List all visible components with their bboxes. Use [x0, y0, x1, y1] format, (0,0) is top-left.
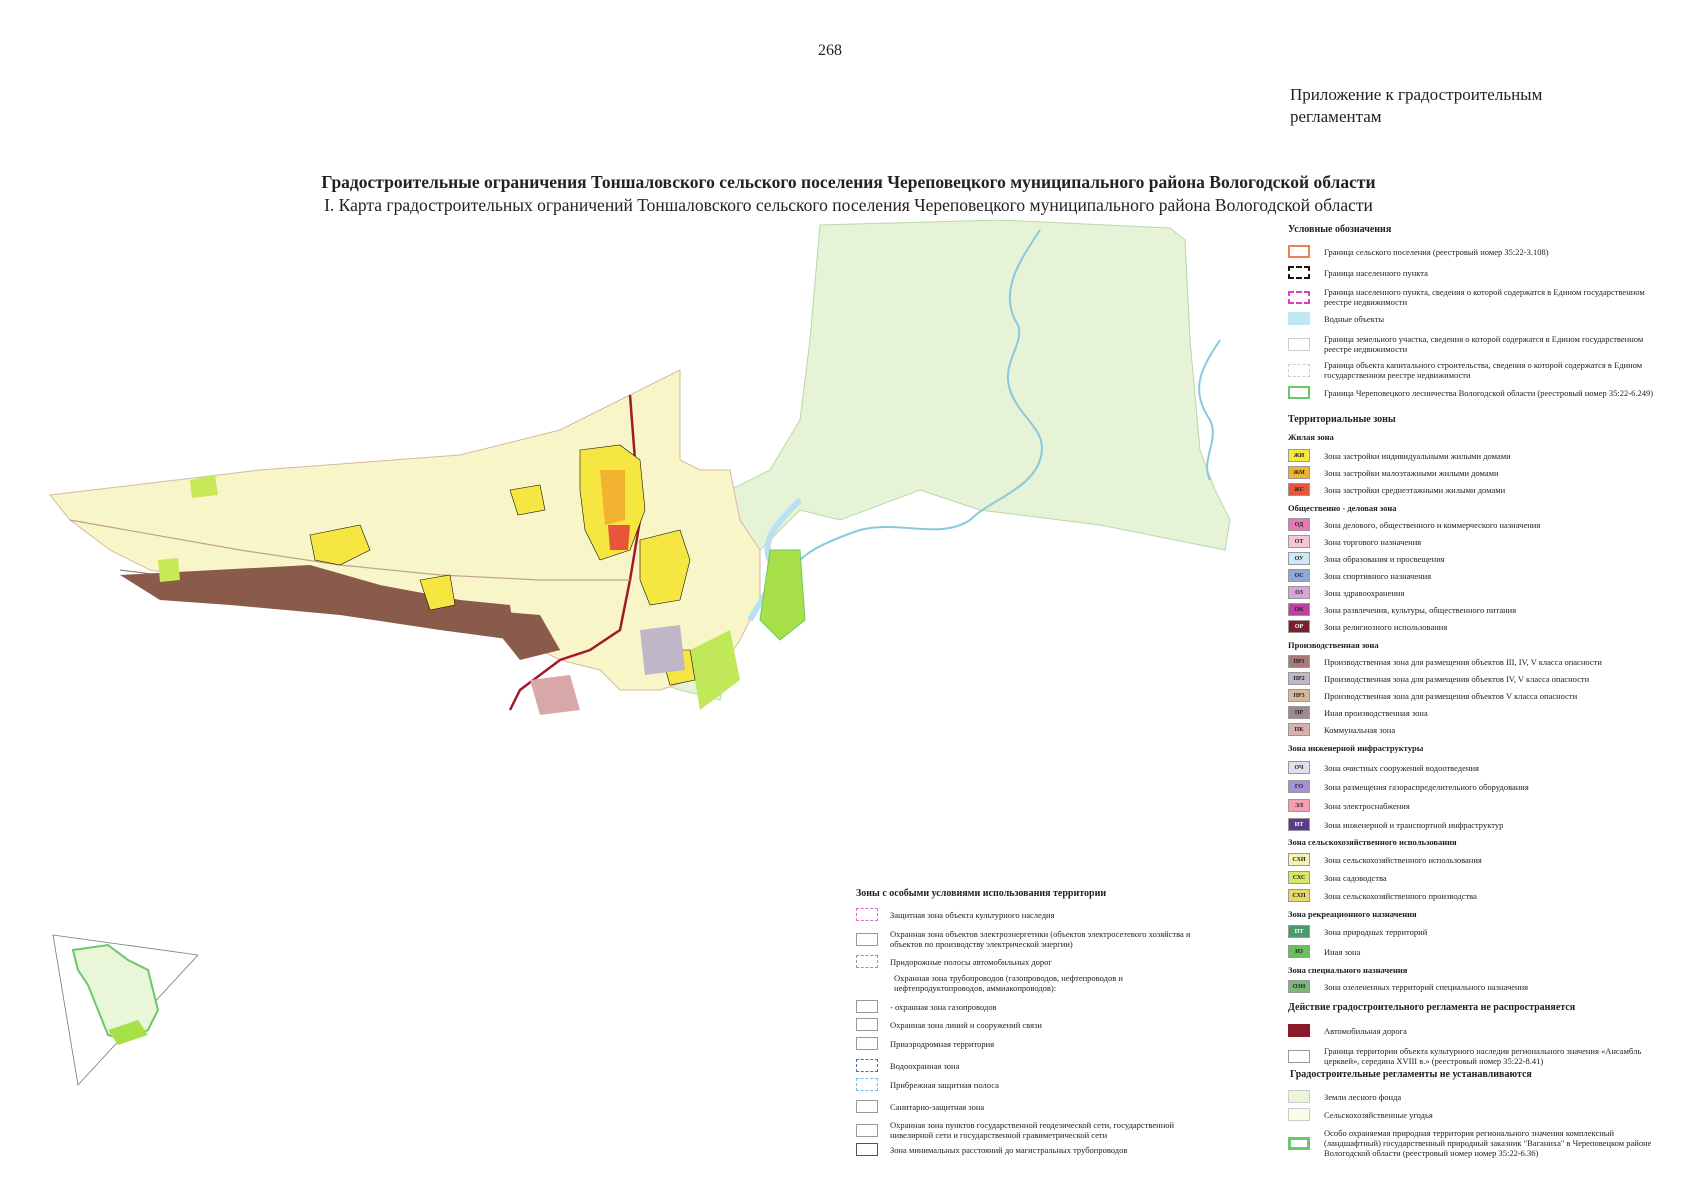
legend-row	[856, 929, 1210, 949]
legend-label: Зона сельскохозяйственного производства	[1324, 890, 1477, 901]
legend-label: Зона природных территорий	[1324, 926, 1428, 937]
legend-label: Граница территории объекта культурного наследия регионального значения «Ансамбль церквей», середина XVIII в.» (реестровый номер 35:22-8.41)	[1324, 1046, 1642, 1066]
legend-swatch	[856, 933, 878, 946]
legend-group-title: Производственная зона	[1288, 640, 1379, 650]
zone-code: ГО	[1288, 780, 1310, 793]
legend-label: Зона очистных сооружений водоотведения	[1324, 762, 1479, 773]
legend-row	[1288, 723, 1664, 736]
zone-code: ИТ	[1288, 818, 1310, 831]
legend-label: Приаэродромная территория	[890, 1038, 995, 1049]
production-zone	[530, 675, 580, 715]
zone-code: СХС	[1288, 871, 1310, 884]
page-number: 268	[818, 42, 842, 59]
legend-group-title: Зона рекреационного назначения	[1288, 909, 1417, 919]
legend-label: Граница населенного пункта	[1324, 267, 1428, 278]
legend-label: Охранная зона пунктов государственной геодезической сети, государственной нивелирной сети и государственной гравиметрической сети	[890, 1120, 1175, 1140]
production-zone	[640, 625, 685, 675]
legend-row	[1288, 799, 1664, 812]
legend-row	[1288, 689, 1664, 702]
legend-label: Зона сельскохозяйственного использования	[1324, 854, 1482, 865]
legend-swatch	[856, 955, 878, 968]
zone-code: ПР1	[1288, 655, 1310, 668]
legend-heading: Условные обозначения	[1288, 224, 1392, 235]
legend-swatch	[1288, 1090, 1310, 1103]
zone-code: СХИ	[1288, 853, 1310, 866]
legend-row	[1288, 245, 1664, 258]
legend-row	[1288, 818, 1664, 831]
legend-row	[856, 955, 1210, 968]
legend-row	[1288, 586, 1664, 599]
legend-group-title: Зона специального назначения	[1288, 965, 1408, 975]
legend-row	[1288, 287, 1664, 307]
legend-label: Зона здравоохранения	[1324, 587, 1405, 598]
legend-row	[1288, 1090, 1664, 1103]
legend-label: Зона торгового назначения	[1324, 536, 1422, 547]
legend-group-title: Зона сельскохозяйственного использования	[1288, 837, 1457, 847]
legend-label: Производственная зона для размещения объектов IV, V класса опасности	[1324, 673, 1590, 684]
legend-label: Водные объекты	[1324, 313, 1385, 324]
legend-swatch	[1288, 291, 1310, 304]
legend-row	[856, 1037, 1210, 1050]
legend-row	[1288, 334, 1664, 354]
legend-row	[1288, 266, 1664, 279]
legend-swatch	[1288, 312, 1310, 325]
legend-row	[1288, 312, 1664, 325]
legend-label: Прибрежная защитная полоса	[890, 1079, 999, 1090]
legend-row	[1288, 980, 1664, 993]
territorial-heading: Территориальные зоны	[1288, 414, 1396, 425]
legend-swatch	[856, 908, 878, 921]
zone-code: ОЗН	[1288, 980, 1310, 993]
zone-code: ИЗ	[1288, 945, 1310, 958]
legend-label: Граница земельного участка, сведения о которой содержатся в Едином государственном реестре недвижимости	[1324, 334, 1644, 354]
legend-row	[856, 1018, 1210, 1031]
legend-row	[1288, 889, 1664, 902]
legend-label: Зона садоводства	[1324, 872, 1387, 883]
legend-row	[856, 908, 1210, 921]
legend-label: Граница Череповецкого лесничества Вологодской области (реестровый номер 35:22-6.249)	[1324, 387, 1654, 398]
legend-row	[856, 1059, 1210, 1072]
legend-row	[1288, 449, 1664, 462]
legend-row	[1288, 706, 1664, 719]
zone-code: ЖИ	[1288, 449, 1310, 462]
legend-label: Охранная зона объектов электроэнергетики (объектов электросетевого хозяйства и объектов по производству электрической энергии)	[890, 929, 1191, 949]
legend-swatch	[1288, 386, 1310, 399]
legend-group-title: Жилая зона	[1288, 432, 1334, 442]
legend-label: Придорожные полосы автомобильных дорог	[890, 956, 1052, 967]
zone-code: СХП	[1288, 889, 1310, 902]
business-zone	[608, 525, 630, 550]
legend-row	[1288, 672, 1664, 685]
legend-row	[1288, 945, 1664, 958]
settlement-map	[40, 220, 1260, 800]
map-title: Градостроительные ограничения Тоншаловского сельского поселения Череповецкого муниципального района Вологодской области	[321, 172, 1376, 192]
legend-label: Водоохранная зона	[890, 1060, 960, 1071]
legend-label: Зона минимальных расстояний до магистральных трубопроводов	[890, 1144, 1128, 1155]
legend-label: Производственная зона для размещения объектов V класса опасности	[1324, 690, 1578, 701]
zone-code: ОС	[1288, 569, 1310, 582]
legend-row	[1288, 603, 1664, 616]
zone-code: ЖС	[1288, 483, 1310, 496]
not-applicable-heading: Действие градостроительного регламента не распространяется	[1288, 1002, 1576, 1013]
legend-label: Охранная зона трубопроводов (газопроводов, нефтепроводов и нефтепродуктопроводов, аммиакопроводов):	[894, 973, 1123, 993]
legend-row	[1288, 569, 1664, 582]
legend-label: Граница объекта капитального строительства, сведения о которой содержатся в Едином государственном реестре недвижимости	[1324, 360, 1643, 380]
legend-row	[1288, 1108, 1664, 1121]
legend-label: Зона электроснабжения	[1324, 800, 1410, 811]
legend-label: Охранная зона линий и сооружений связи	[890, 1019, 1042, 1030]
zone-code: ОЗ	[1288, 586, 1310, 599]
legend-label: Зона развлечения, культуры, общественного питания	[1324, 604, 1517, 615]
legend-label: Зона застройки среднеэтажными жилыми домами	[1324, 484, 1506, 495]
legend-row	[1288, 518, 1664, 531]
legend-row	[1288, 1128, 1664, 1158]
legend-label: Санитарно-защитная зона	[890, 1101, 985, 1112]
zone-code: ПР2	[1288, 672, 1310, 685]
legend-label: Зона религиозного использования	[1324, 621, 1448, 632]
legend-row	[1288, 871, 1664, 884]
legend-label: Иная зона	[1324, 946, 1361, 957]
zone-code: ОР	[1288, 620, 1310, 633]
map-subtitle: I. Карта градостроительных ограничений Тоншаловского сельского поселения Череповецкого муниципального района Вологодской области	[324, 195, 1373, 215]
legend-label: Граница населенного пункта, сведения о которой содержатся в Едином государственном реестре недвижимости	[1324, 287, 1645, 307]
special-zones-heading: Зоны с особыми условиями использования территории	[856, 888, 1107, 899]
appendix-note: Приложение к градостроительным регламентам	[1290, 85, 1543, 126]
legend-label: Особо охраняемая природная территория регионального значения комплексный (ландшафтный) государственный природный заказник "Ваганиха" в Череповецком районе Вологодской области (реестровый номер номер 35:22-6.36)	[1324, 1128, 1652, 1158]
legend-swatch	[1288, 1050, 1310, 1063]
legend-row	[1288, 655, 1664, 668]
legend-label: Защитная зона объекта культурного наследия	[890, 909, 1055, 920]
legend-swatch	[856, 1000, 878, 1013]
legend-swatch	[1288, 1024, 1310, 1037]
zone-code: ОК	[1288, 603, 1310, 616]
legend-row	[856, 1143, 1210, 1156]
sanctuary-green	[760, 550, 805, 640]
zone-code: ЭЛ	[1288, 799, 1310, 812]
legend-row	[856, 1120, 1210, 1140]
legend-row	[1288, 483, 1664, 496]
legend-row	[1288, 1024, 1664, 1037]
legend-swatch	[1288, 1137, 1310, 1150]
legend-label: Зона спортивного назначения	[1324, 570, 1432, 581]
legend-label: Зона делового, общественного и коммерческого назначения	[1324, 519, 1541, 530]
legend-row	[1288, 925, 1664, 938]
legend-row	[1288, 1046, 1664, 1066]
legend-swatch	[856, 1100, 878, 1113]
zone-code: ОУ	[1288, 552, 1310, 565]
legend-row	[1288, 535, 1664, 548]
zone-code: ОТ	[1288, 535, 1310, 548]
legend-row	[1288, 360, 1664, 380]
legend-swatch	[1288, 364, 1310, 377]
legend-row	[1288, 620, 1664, 633]
legend-swatch	[856, 1018, 878, 1031]
legend-group-title: Общественно - деловая зона	[1288, 503, 1397, 513]
garden-zone	[158, 558, 180, 582]
legend-swatch	[856, 1059, 878, 1072]
legend-label: Зона размещения газораспределительного оборудования	[1324, 781, 1529, 792]
zone-code: ОЧ	[1288, 761, 1310, 774]
zone-code: ЖМ	[1288, 466, 1310, 479]
legend-label: Зона озелененных территорий специального назначения	[1324, 981, 1529, 992]
legend-label: Автомобильная дорога	[1324, 1025, 1407, 1036]
legend-row	[1288, 780, 1664, 793]
legend-swatch	[1288, 266, 1310, 279]
legend-swatch	[1288, 338, 1310, 351]
legend-group-title: Зона инженерной инфраструктуры	[1288, 743, 1424, 753]
zone-code: ПК	[1288, 723, 1310, 736]
legend-row	[856, 1000, 1210, 1013]
legend-label: Зона инженерной и транспортной инфраструктур	[1324, 819, 1504, 830]
legend-label: Земли лесного фонда	[1324, 1091, 1402, 1102]
legend-swatch	[1288, 245, 1310, 258]
legend-row	[1288, 386, 1664, 399]
legend-label: Зона образования и просвещения	[1324, 553, 1445, 564]
legend-row	[856, 1078, 1210, 1091]
legend-row	[1288, 466, 1664, 479]
legend-label: Граница сельского поселения (реестровый номер 35:22-3.108)	[1324, 246, 1549, 257]
legend-row	[1288, 853, 1664, 866]
zone-code: ПТ	[1288, 925, 1310, 938]
legend-swatch	[1288, 1108, 1310, 1121]
overview-inset-map	[48, 930, 198, 1090]
legend-label: Сельскохозяйственные угодья	[1324, 1109, 1433, 1120]
zone-code: ПР	[1288, 706, 1310, 719]
legend-swatch	[856, 1037, 878, 1050]
legend-row	[1288, 761, 1664, 774]
legend-label: - охранная зона газопроводов	[890, 1001, 997, 1012]
legend-label: Производственная зона для размещения объектов III, IV, V класса опасности	[1324, 656, 1602, 667]
zone-code: ПР3	[1288, 689, 1310, 702]
legend-label: Зона застройки индивидуальными жилыми домами	[1324, 450, 1511, 461]
legend-row	[856, 1100, 1210, 1113]
legend-swatch	[856, 1124, 878, 1137]
legend-label: Зона застройки малоэтажными жилыми домами	[1324, 467, 1499, 478]
legend-row	[1288, 552, 1664, 565]
legend-swatch	[856, 1143, 878, 1156]
not-established-heading: Градостроительные регламенты не устанавливаются	[1290, 1069, 1532, 1080]
legend-swatch	[856, 1078, 878, 1091]
legend-label: Иная производственная зона	[1324, 707, 1428, 718]
zone-code: ОД	[1288, 518, 1310, 531]
legend-label: Коммунальная зона	[1324, 724, 1396, 735]
